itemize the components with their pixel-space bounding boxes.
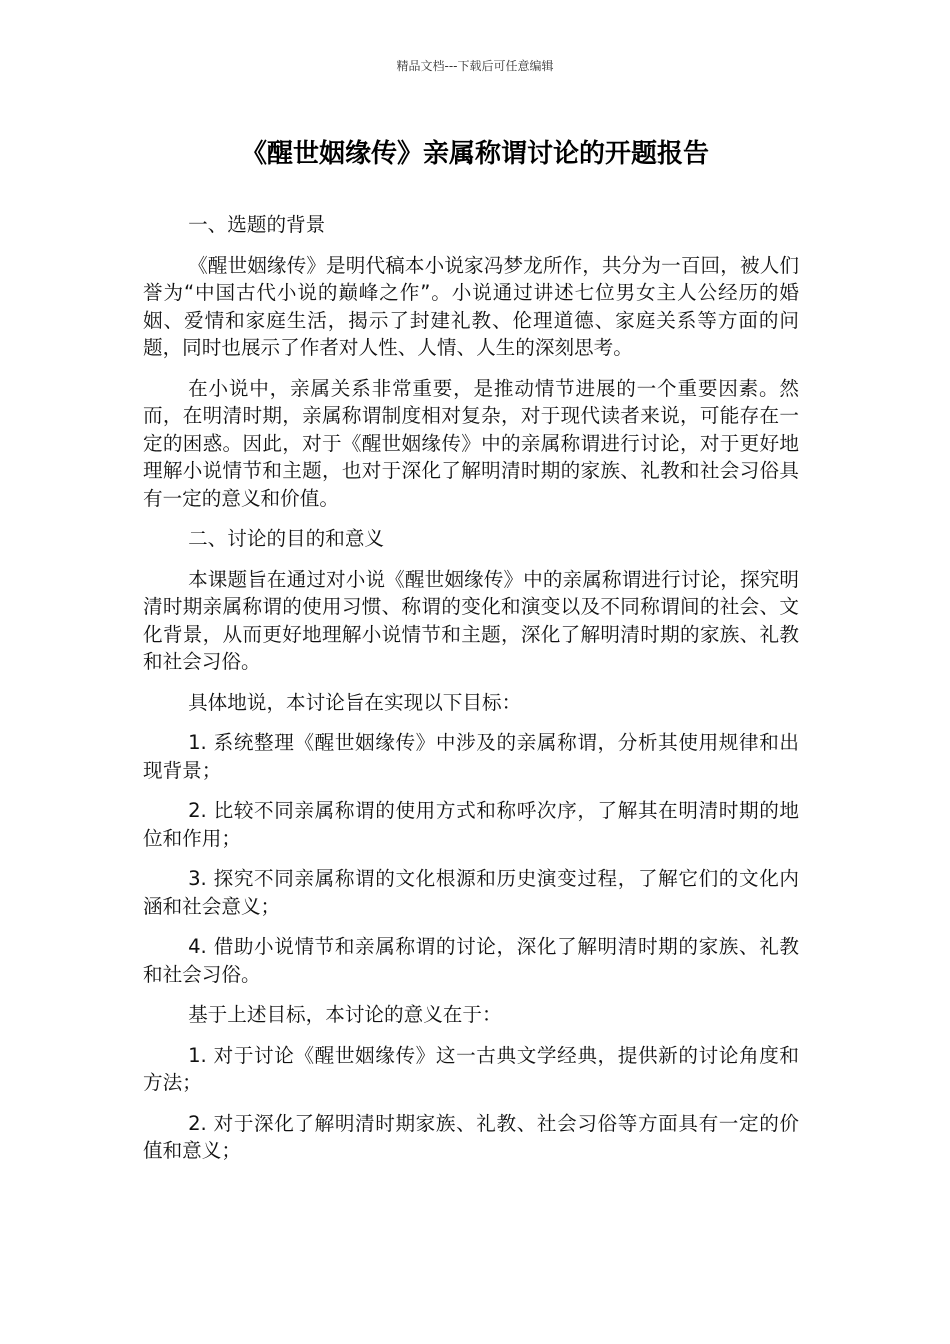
paragraph-purpose-1: 本课题旨在通过对小说《醒世姻缘传》中的亲属称谓进行讨论，探究明清时期亲属称谓的使用习惯、称谓的变化和演变以及不同称谓间的社会、文化背景，从而更好地理解小说情节和主题，深化了解明清时期的家族、礼教和社会习俗。: [143, 567, 799, 673]
list-item-significance-1: 1. 对于讨论《醒世姻缘传》这一古典文学经典，提供新的讨论角度和方法；: [143, 1043, 799, 1094]
list-item-goal-4: 4. 借助小说情节和亲属称谓的讨论，深化了解明清时期的家族、礼教和社会习俗。: [143, 935, 799, 986]
list-item-goal-3: 3. 探究不同亲属称谓的文化根源和历史演变过程，了解它们的文化内涵和社会意义；: [143, 867, 799, 918]
paragraph-goals-intro: 具体地说，本讨论旨在实现以下目标：: [188, 690, 522, 714]
paragraph-background-1: 《醒世姻缘传》是明代稿本小说家冯梦龙所作，共分为一百回，被人们誉为“中国古代小说的巅峰之作”。小说通过讲述七位男女主人公经历的婚姻、爱情和家庭生活，揭示了封建礼教、伦理道德、家庭关系等方面的问题，同时也展示了作者对人性、人情、人生的深刻思考。: [143, 253, 799, 359]
header-note: 精品文档---下载后可任意编辑: [396, 59, 554, 73]
document-title: 《醒世姻缘传》亲属称谓讨论的开题报告: [240, 139, 709, 169]
section-heading-purpose: 二、讨论的目的和意义: [188, 527, 385, 550]
list-item-goal-1: 1. 系统整理《醒世姻缘传》中涉及的亲属称谓，分析其使用规律和出现背景；: [143, 731, 799, 782]
section-heading-background: 一、选题的背景: [188, 213, 326, 236]
document-body: [143, 211, 799, 1178]
paragraph-significance-intro: 基于上述目标，本讨论的意义在于：: [188, 1003, 502, 1026]
list-item-significance-2: 2. 对于深化了解明清时期家族、礼教、社会习俗等方面具有一定的价值和意义；: [143, 1111, 799, 1162]
paragraph-background-2: 在小说中，亲属关系非常重要，是推动情节进展的一个重要因素。然而，在明清时期，亲属称谓制度相对复杂，对于现代读者来说，可能存在一定的困惑。因此，对于《醒世姻缘传》中的亲属称谓进行讨论，对于更好地理解小说情节和主题，也对于深化了解明清时期的家族、礼教和社会习俗具有一定的意义和价值。: [143, 376, 799, 510]
list-item-goal-2: 2. 比较不同亲属称谓的使用方式和称呼次序，了解其在明清时期的地位和作用；: [143, 799, 799, 850]
